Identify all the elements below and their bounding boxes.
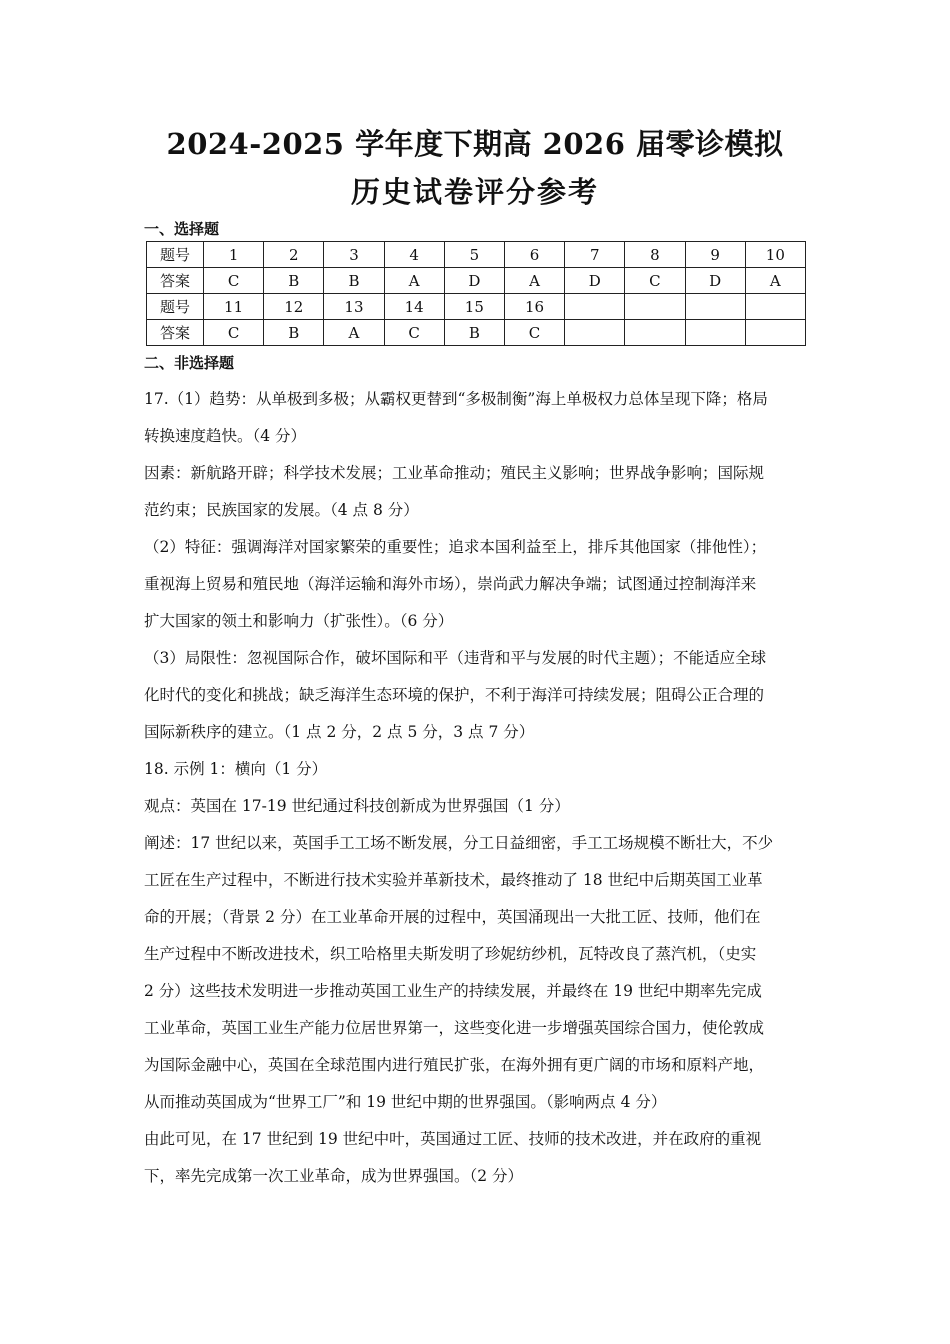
- table-row: [147, 294, 806, 320]
- table-cell: 8: [625, 242, 685, 268]
- row-label: 答案: [147, 320, 204, 346]
- answer-line: 观点：英国在 17-19 世纪通过科技创新成为世界强国（1 分）: [144, 797, 570, 815]
- table-cell: 14: [384, 294, 444, 320]
- table-cell: C: [204, 320, 264, 346]
- table-cell: A: [504, 268, 564, 294]
- table-cell: B: [444, 320, 504, 346]
- essay-answers: [144, 381, 808, 1195]
- table-row: [147, 268, 806, 294]
- page-subtitle: 历史试卷评分参考: [350, 175, 599, 209]
- table-cell: D: [444, 268, 504, 294]
- answer-line: 18. 示例 1：横向（1 分）: [144, 760, 328, 778]
- table-cell: B: [264, 320, 324, 346]
- table-cell: 5: [444, 242, 504, 268]
- table-cell: [625, 320, 685, 346]
- answer-line: 从而推动英国成为“世界工厂”和 19 世纪中期的世界强国。（影响两点 4 分）: [144, 1093, 667, 1111]
- table-cell: A: [324, 320, 384, 346]
- answer-line: 命的开展；（背景 2 分）在工业革命开展的过程中，英国涌现出一大批工匠、技师，他们在: [144, 908, 761, 926]
- table-cell: C: [204, 268, 264, 294]
- answer-line: 化时代的变化和挑战；缺乏海洋生态环境的保护，不利于海洋可持续发展；阻碍公正合理的: [144, 686, 765, 704]
- table-cell: A: [384, 268, 444, 294]
- table-cell: [745, 294, 805, 320]
- answer-line: 因素：新航路开辟；科学技术发展；工业革命推动；殖民主义影响；世界战争影响；国际规: [144, 464, 765, 482]
- answer-line: 2 分）这些技术发明进一步推动英国工业生产的持续发展，并最终在 19 世纪中期率先完成: [144, 982, 762, 1000]
- answer-line: 扩大国家的领土和影响力（扩张性）。（6 分）: [144, 612, 454, 630]
- answer-line: 工匠在生产过程中，不断进行技术实验并革新技术，最终推动了 18 世纪中后期英国工业革: [144, 871, 763, 889]
- table-cell: 2: [264, 242, 324, 268]
- answer-line: 由此可见，在 17 世纪到 19 世纪中叶，英国通过工匠、技师的技术改进，并在政府的重视: [144, 1130, 762, 1148]
- table-cell: [565, 320, 625, 346]
- table-cell: 10: [745, 242, 805, 268]
- answer-line: 阐述：17 世纪以来，英国手工工场不断发展，分工日益细密，手工工场规模不断壮大，不少: [144, 834, 774, 852]
- answer-line: 转换速度趋快。（4 分）: [144, 427, 307, 445]
- page-title: 2024-2025 学年度下期高 2026 届零诊模拟: [166, 127, 784, 161]
- table-cell: 4: [384, 242, 444, 268]
- row-label: 题号: [147, 242, 204, 268]
- answer-line: （3）局限性：忽视国际合作，破坏国际和平（违背和平与发展的时代主题）；不能适应全球: [144, 649, 767, 667]
- table-cell: D: [685, 268, 745, 294]
- answer-line: 国际新秩序的建立。（1 点 2 分，2 点 5 分，3 点 7 分）: [144, 723, 535, 741]
- table-cell: D: [565, 268, 625, 294]
- table-cell: 7: [565, 242, 625, 268]
- table-cell: 3: [324, 242, 384, 268]
- answer-line: 为国际金融中心，英国在全球范围内进行殖民扩张，在海外拥有更广阔的市场和原料产地，: [144, 1056, 765, 1074]
- table-row: [147, 320, 806, 346]
- table-cell: 9: [685, 242, 745, 268]
- answer-line: 生产过程中不断改进技术，织工哈格里夫斯发明了珍妮纺纱机，瓦特改良了蒸汽机，（史实: [144, 945, 757, 963]
- table-cell: [565, 294, 625, 320]
- table-cell: 12: [264, 294, 324, 320]
- table-cell: B: [324, 268, 384, 294]
- table-row: [147, 242, 806, 268]
- table-cell: C: [625, 268, 685, 294]
- table-cell: 11: [204, 294, 264, 320]
- section-heading-choice: 一、选择题: [144, 220, 220, 238]
- table-cell: 1: [204, 242, 264, 268]
- answer-line: 重视海上贸易和殖民地（海洋运输和海外市场），崇尚武力解决争端；试图通过控制海洋来: [144, 575, 757, 593]
- table-cell: [685, 294, 745, 320]
- table-cell: 16: [504, 294, 564, 320]
- table-cell: 15: [444, 294, 504, 320]
- answer-line: 范约束；民族国家的发展。（4 点 8 分）: [144, 501, 419, 519]
- table-cell: 13: [324, 294, 384, 320]
- table-cell: C: [504, 320, 564, 346]
- section-heading-essay: 二、非选择题: [144, 354, 235, 372]
- answer-line: 17.（1）趋势：从单极到多极；从霸权更替到“多极制衡”海上单极权力总体呈现下降；格局: [144, 390, 768, 408]
- table-cell: [745, 320, 805, 346]
- table-cell: [685, 320, 745, 346]
- table-cell: C: [384, 320, 444, 346]
- table-cell: 6: [504, 242, 564, 268]
- table-cell: A: [745, 268, 805, 294]
- table-cell: B: [264, 268, 324, 294]
- row-label: 答案: [147, 268, 204, 294]
- answer-line: （2）特征：强调海洋对国家繁荣的重要性；追求本国利益至上，排斥其他国家（排他性）；: [144, 538, 767, 556]
- answer-line: 工业革命，英国工业生产能力位居世界第一，这些变化进一步增强英国综合国力，使伦敦成: [144, 1019, 765, 1037]
- answer-line: 下，率先完成第一次工业革命，成为世界强国。（2 分）: [144, 1167, 524, 1185]
- answer-table: [146, 241, 806, 346]
- row-label: 题号: [147, 294, 204, 320]
- table-cell: [625, 294, 685, 320]
